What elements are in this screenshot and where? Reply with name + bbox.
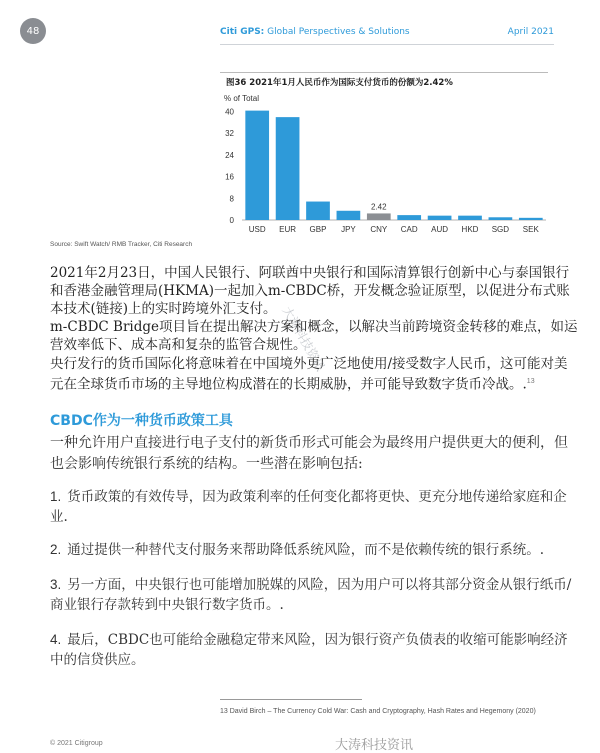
bar-hkd <box>458 216 482 220</box>
paragraph-mcbdc-bridge: m-CBDC Bridge项目旨在提出解决方案和概念，以解决当前跨境资金转移的难点，如运营效率低下、成本高和复杂的监管合规性。 <box>50 319 578 353</box>
x-tick-label: USD <box>248 225 266 234</box>
bar-usd <box>245 111 269 220</box>
figure-caption: 图36 2021年1月人民币作为国际支付货币的份额为2.42% <box>226 78 453 88</box>
y-tick-label: 0 <box>229 216 234 225</box>
footer-copyright: © 2021 Citigroup <box>50 740 103 747</box>
footnote-divider <box>220 699 362 700</box>
y-tick-label: 8 <box>229 194 234 204</box>
y-tick-label: 24 <box>225 150 234 160</box>
x-tick-label: HKD <box>461 225 479 234</box>
paragraph-internationalization-text: 央行发行的货币国际化将意味着在中国境外更广泛地使用/接受数字人民币，这可能对美元在全球货币市场的主导地位构成潜在的长期威胁，并可能导致数字货币冷战。. <box>50 356 568 393</box>
y-tick-label: 16 <box>225 172 234 182</box>
header-subtitle: Global Perspectives & Solutions <box>264 27 410 37</box>
x-tick-label: GBP <box>309 225 327 234</box>
x-tick-label: SEK <box>522 225 539 234</box>
bar-gbp <box>306 202 330 220</box>
footer-watermark: 大涛科技资讯 <box>335 738 414 753</box>
list-number: 3. <box>50 577 62 592</box>
list-text: 货币政策的有效传导，因为政策利率的任何变化都将更快、更充分地传递给家庭和企业. <box>50 489 567 525</box>
x-tick-label: JPY <box>341 225 356 234</box>
figure-source: Source: Swift Watch/ RMB Tracker, Citi Research <box>50 241 193 248</box>
header-divider <box>220 44 554 45</box>
list-number: 1. <box>50 489 62 504</box>
bar-cny <box>367 213 391 220</box>
list-item <box>50 630 580 670</box>
bar-aud <box>428 216 452 220</box>
y-axis-label: % of Total <box>224 94 259 103</box>
list-text: 最后，CBDC也可能给金融稳定带来风险，因为银行资产负债表的收缩可能影响经济中的信贷供应。 <box>50 632 568 668</box>
bar-chart <box>222 92 550 240</box>
y-tick-label: 40 <box>225 107 234 117</box>
footnote: 13 David Birch – The Currency Cold War: Cash and Cryptography, Hash Rates and Hegemony (2020) <box>220 708 536 715</box>
bar-jpy <box>337 211 361 220</box>
bar-cad <box>397 215 421 220</box>
list-text: 通过提供一种替代支付服务来帮助降低系统风险，而不是依赖传统的银行系统。. <box>67 542 545 558</box>
bar-sek <box>519 218 543 220</box>
data-label: 2.42 <box>371 202 387 212</box>
y-tick-label: 32 <box>225 129 234 139</box>
list-item <box>50 487 580 527</box>
section-intro: 一种允许用户直接进行电子支付的新货币形式可能会为最终用户提供更大的便利，但也会影响传统银行系统的结构。一些潜在影响包括: <box>50 435 568 472</box>
x-tick-label: CAD <box>400 225 418 234</box>
section-title: CBDC作为一种货币政策工具 <box>50 413 233 429</box>
bar-sgd <box>489 217 513 220</box>
list-item <box>50 540 580 560</box>
x-tick-label: AUD <box>431 225 449 234</box>
x-tick-label: SGD <box>491 225 510 234</box>
list-text: 另一方面，中央银行也可能增加脱媒的风险，因为用户可以将其部分资金从银行纸币/商业银行存款转到中央银行数字货币。. <box>50 577 572 613</box>
figure-top-rule <box>220 72 548 73</box>
bar-eur <box>276 117 300 220</box>
page-header <box>0 0 600 50</box>
paragraph-mcbdc-join: 2021年2月23日，中国人民银行、阿联酋中央银行和国际清算银行创新中心与泰国银行和香港金融管理局(HKMA)一起加入m-CBDC桥，开发概念验证原型，以促进分布式账本技术(链接)上的实时跨境外汇支付。 <box>50 265 570 317</box>
page-number-badge: 48 <box>20 18 46 44</box>
list-number: 4. <box>50 632 62 647</box>
list-number: 2. <box>50 542 62 557</box>
header-date: April 2021 <box>507 27 554 37</box>
watermark-overlay: 大涛科技资讯 <box>279 304 328 374</box>
list-item <box>50 575 580 615</box>
x-tick-label: EUR <box>279 225 297 234</box>
footnote-reference: 13 <box>526 378 535 385</box>
header-brand: Citi GPS: <box>220 27 265 37</box>
header-title <box>220 27 410 37</box>
x-tick-label: CNY <box>370 225 388 234</box>
